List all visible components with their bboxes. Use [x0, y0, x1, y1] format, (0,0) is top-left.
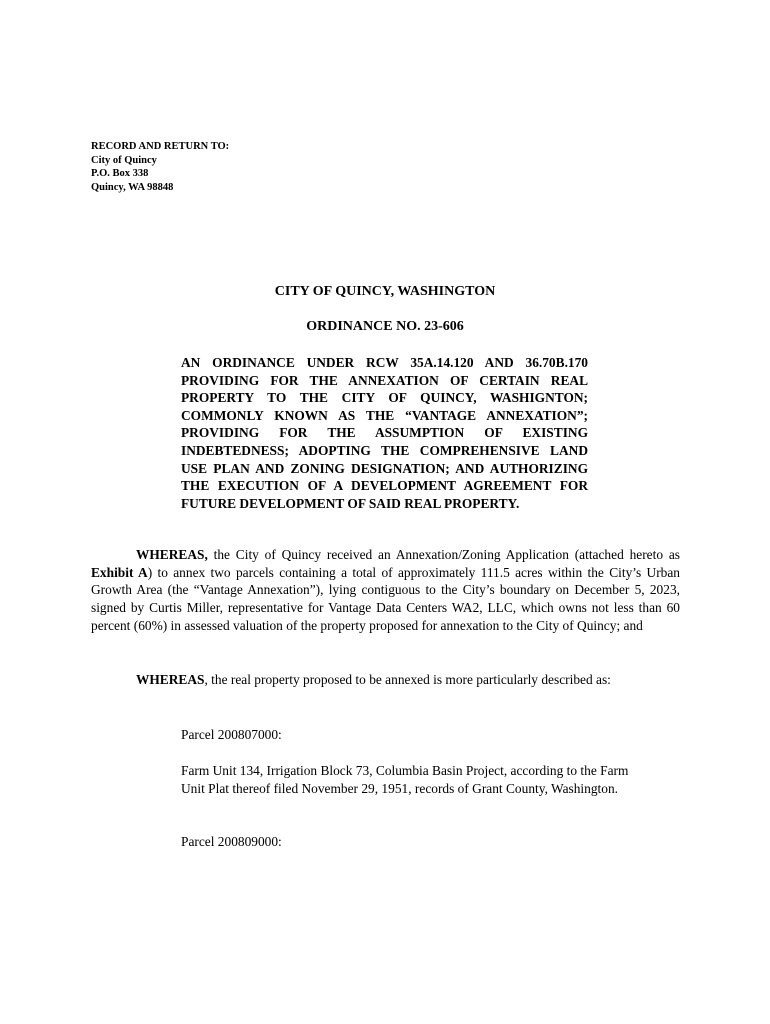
- record-heading: RECORD AND RETURN TO:: [91, 141, 230, 152]
- record-line-city: Quincy, WA 98848: [91, 181, 174, 193]
- whereas-text: , the real property proposed to be annexed is more particularly described as:: [204, 672, 611, 687]
- record-and-return-block: [91, 140, 229, 194]
- parcel-label-1: Parcel 200807000:: [181, 727, 282, 742]
- ordinance-heading: AN ORDINANCE UNDER RCW 35A.14.120 AND 36.70B.170 PROVIDING FOR THE ANNEXATION OF CERTAIN REAL PROPERTY TO THE CITY OF QUINCY, WASHIGNTON; COMMONLY KNOWN AS THE “VANTAGE ANNEXATION”; PROVIDING FOR THE ASSUMPTION OF EXISTING INDEBTEDNESS; ADOPTING THE COMPREHENSIVE LAND USE PLAN AND ZONING DESIGNATION; AND AUTHORIZING THE EXECUTION OF A DEVELOPMENT AGREEMENT FOR FUTURE DEVELOPMENT OF SAID REAL PROPERTY.: [181, 355, 588, 511]
- record-line-name: City of Quincy: [91, 154, 157, 166]
- whereas-lead: WHEREAS: [136, 672, 205, 687]
- whereas-lead: WHEREAS,: [136, 547, 208, 562]
- whereas-paragraph-2: [91, 671, 680, 689]
- record-line-box: P.O. Box 338: [91, 168, 149, 180]
- whereas-text-a: the City of Quincy received an Annexation/Zoning Application (attached hereto as: [207, 547, 680, 562]
- exhibit-reference: Exhibit A: [91, 564, 148, 580]
- ordinance-number: ORDINANCE NO. 23-606: [306, 319, 464, 334]
- parcel-label-2: Parcel 200809000:: [181, 834, 282, 849]
- whereas-paragraph-1: [91, 546, 680, 635]
- whereas-text-b: ) to annex two parcels containing a total of approximately 111.5 acres within the City’s Urban Growth Area (the “Vantage Annexation”), lying contiguous to the City’s boundary on December 5, 2023, signed by Curtis Miller, representative for Vantage Data Centers WA2, LLC, which owns not less than 60 percent (60%) in assessed valuation of the property proposed for annexation to the City of Quincy; and: [91, 564, 680, 633]
- parcel-description-1: Farm Unit 134, Irrigation Block 73, Columbia Basin Project, according to the Farm Unit Plat thereof filed November 29, 1951, records of Grant County, Washington.: [181, 763, 629, 796]
- document-title: CITY OF QUINCY, WASHINGTON: [274, 284, 496, 299]
